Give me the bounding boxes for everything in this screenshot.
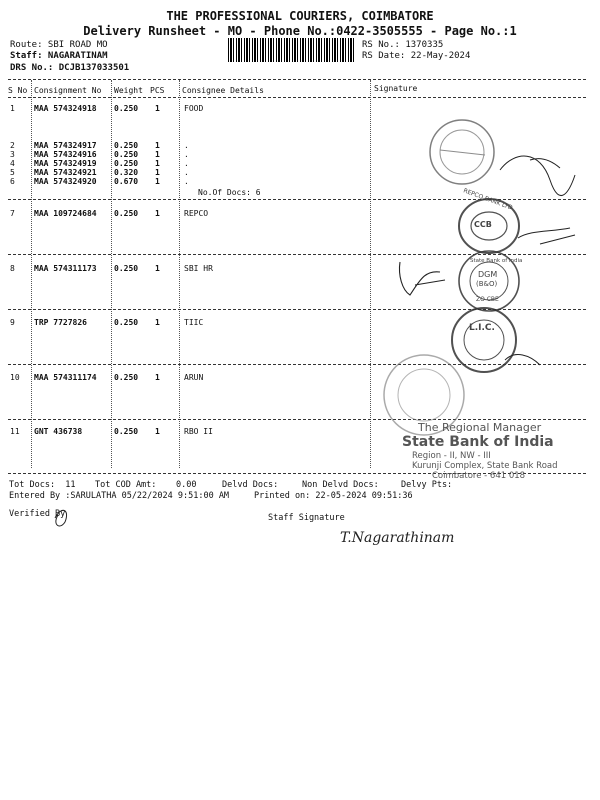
rm-title: The Regional Manager [418,421,542,434]
row-sno: 9 [10,318,15,327]
row-sno: 4 [10,159,15,168]
row-consignment: MAA 574324920 [34,177,97,186]
row-consignee: TIIC [184,318,204,327]
row-consignee: ARUN [184,373,204,382]
row-weight: 0.250 [114,104,139,113]
row-weight: 0.250 [114,264,139,273]
entered-by: Entered By :SARULATHA 05/22/2024 9:51:00 AM [9,491,230,501]
row-consignee: SBI HR [184,264,213,273]
col-weight: Weight [114,86,143,95]
row-consignment: MAA 574324921 [34,168,97,177]
row-weight: 0.670 [114,177,139,186]
row-sno: 1 [10,104,15,113]
rs-number: RS No.: 1370335 [362,40,444,50]
row-consignee: . [184,159,189,168]
company-title: THE PROFESSIONAL COURIERS, COIMBATORE [166,9,434,23]
dgm-stamp-text: DGM [478,270,498,279]
drs-number: DRS No.: DCJB137033501 [10,63,130,73]
col-pcs: PCS [150,86,165,95]
row-pcs: 1 [155,373,160,382]
delivery-points: Delvy Pts: [401,480,453,490]
row-consignment: MAA 574324917 [34,141,97,150]
row-weight: 0.250 [114,141,139,150]
row-weight: 0.250 [114,427,139,436]
verified-by: Verified By [9,509,66,519]
sbi-ring-text: State Bank of India [470,258,523,264]
row-pcs: 1 [155,168,160,177]
staff-signature-label: Staff Signature [268,513,345,523]
zo-stamp-text: ZO CBE [476,296,499,303]
row-sno: 8 [10,264,15,273]
signature-scribble [530,159,560,168]
row-sno: 3 [10,150,15,159]
rm-city: Coimbatore - 641 018 [432,471,526,481]
rm-region: Region - II, NW - III [412,451,491,461]
row-consignee: . [184,141,189,150]
staff-label: Staff: NAGARATINAM [10,51,108,61]
lic-stamp-text: L.I.C. [469,323,495,333]
row-pcs: 1 [155,159,160,168]
row-consignment: TRP 7727826 [34,318,87,327]
non-delivered-docs: Non Delvd Docs: [302,480,379,490]
signature-scribble [518,228,575,244]
row-sno: 6 [10,177,15,186]
rs-date: RS Date: 22-May-2024 [362,51,471,61]
row-consignment: GNT 436738 [34,427,83,436]
rm-address: Kurunji Complex, State Bank Road [412,461,558,471]
row-consignment: MAA 109724684 [34,209,97,218]
total-cod-value: 0.00 [176,480,197,490]
signature-scribble [399,262,445,295]
row-pcs: 1 [155,104,160,113]
row-sno: 2 [10,141,15,150]
staff-signature: T.Nagarathinam [340,530,455,546]
signature-scribble [500,156,575,195]
repco-stamp-text: REPCO BANK LTD [462,187,514,212]
row-consignment: MAA 574324916 [34,150,97,159]
row-consignee: . [184,168,189,177]
total-docs: Tot Docs: 11 [9,480,76,490]
ccb-stamp-text: CCB [474,220,492,229]
row-pcs: 1 [155,427,160,436]
row-consignment: MAA 574311174 [34,373,97,382]
rm-bank: State Bank of India [402,434,554,450]
row-pcs: 1 [155,141,160,150]
row-weight: 0.250 [114,373,139,382]
verified-signature [55,510,67,526]
row-pcs: 1 [155,209,160,218]
row-pcs: 1 [155,150,160,159]
row-sno: 10 [10,373,20,382]
row-consignment: MAA 574311173 [34,264,97,273]
row-sno: 11 [10,427,20,436]
group-doc-count: No.Of Docs: 6 [198,188,261,197]
col-consignee: Consignee Details [182,86,264,95]
row-weight: 0.250 [114,318,139,327]
row-sno: 5 [10,168,15,177]
printed-on: Printed on: 22-05-2024 09:51:36 [254,491,413,501]
row-weight: 0.250 [114,209,139,218]
round-stamp-row1 [430,120,494,184]
dgm-stamp-text2: (B&O) [476,280,498,288]
row-consignee: RBO II [184,427,213,436]
row-consignment: MAA 574324918 [34,104,97,113]
lic-stamp [452,308,516,372]
row-weight: 0.250 [114,150,139,159]
row-pcs: 1 [155,264,160,273]
row-pcs: 1 [155,177,160,186]
col-consignment: Consignment No [34,86,102,95]
total-cod-label: Tot COD Amt: [95,480,157,490]
runsheet-title: Delivery Runsheet - MO - Phone No.:0422-3505555 - Page No.:1 [83,24,517,38]
row-consignee: FOOD [184,104,204,113]
row-consignee: . [184,177,189,186]
row-sno: 7 [10,209,15,218]
row-weight: 0.320 [114,168,139,177]
row-consignee: REPCO [184,209,209,218]
row-pcs: 1 [155,318,160,327]
row-consignee: . [184,150,189,159]
row-consignment: MAA 574324919 [34,159,97,168]
row-weight: 0.250 [114,159,139,168]
col-sno: S No [8,86,28,95]
delivered-docs: Delvd Docs: [222,480,279,490]
route-label: Route: SBI ROAD MO [10,40,108,50]
col-signature: Signature [374,84,418,93]
